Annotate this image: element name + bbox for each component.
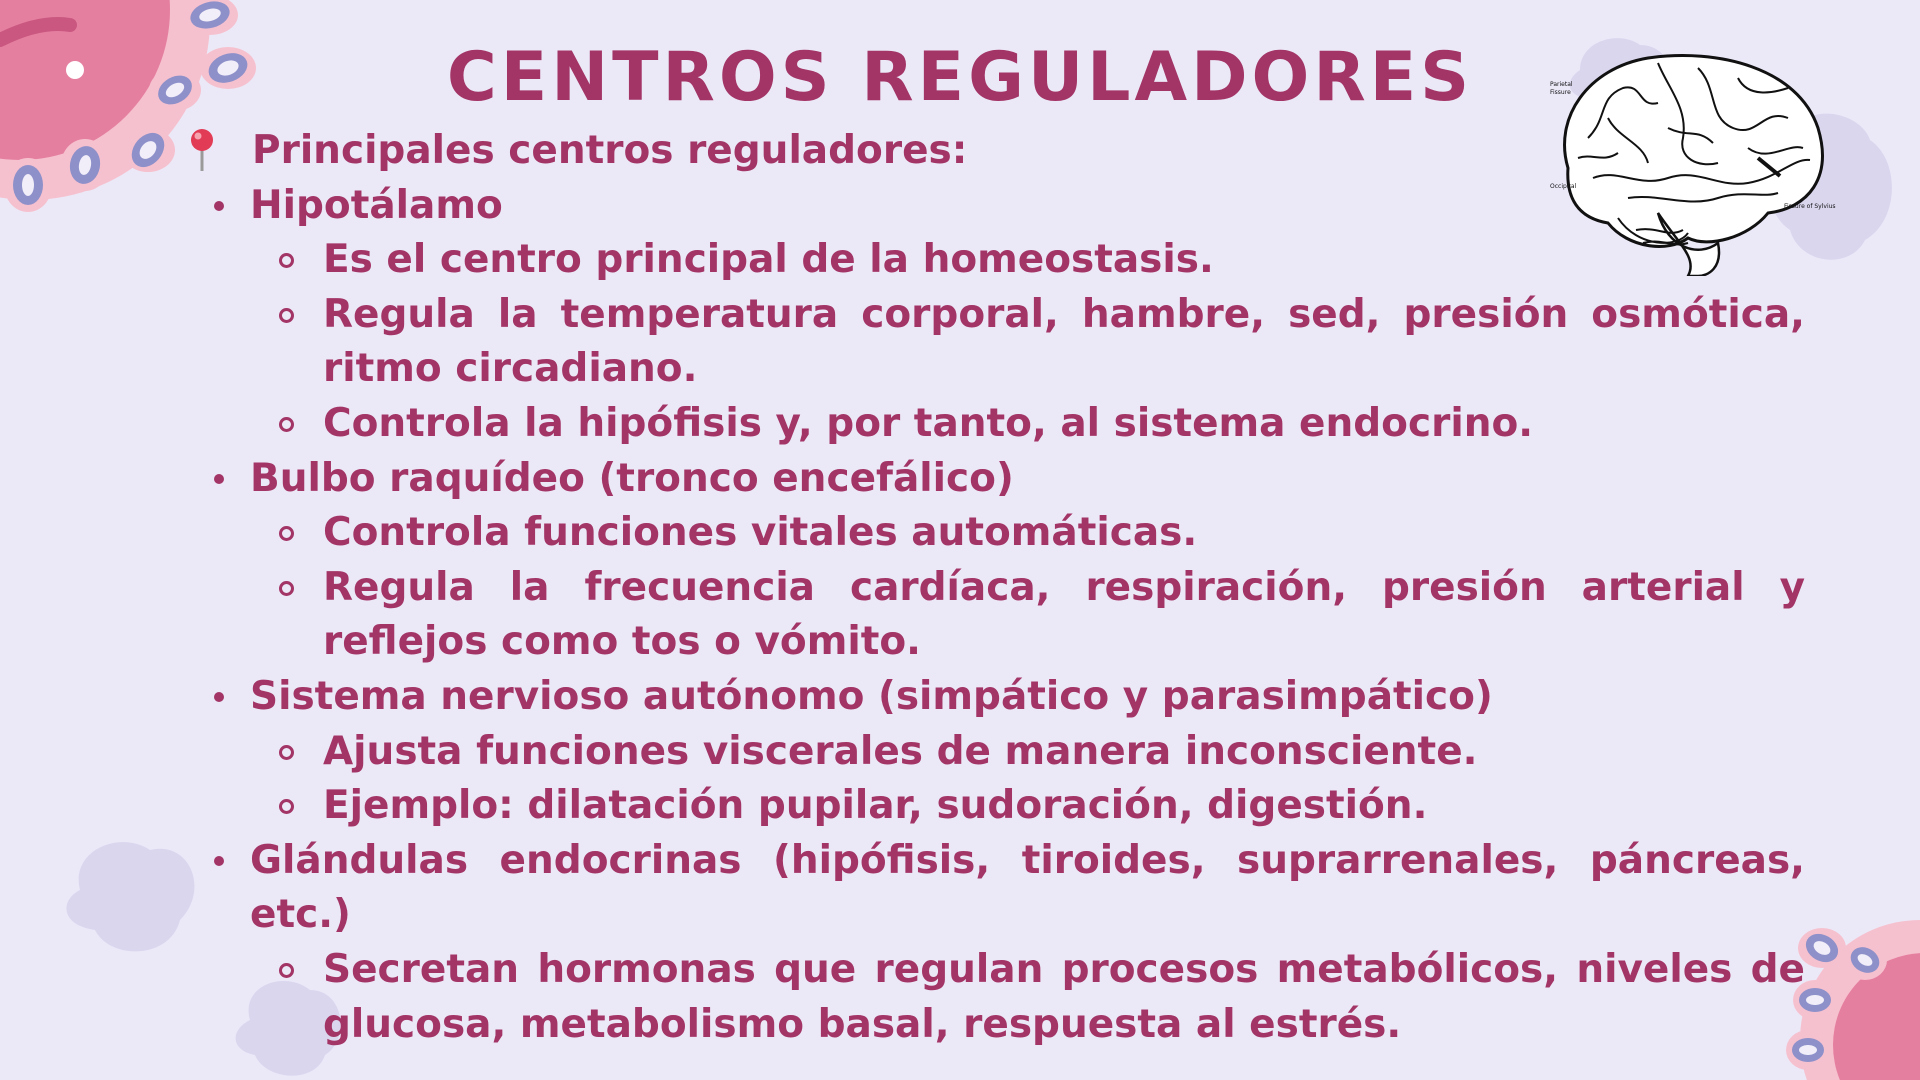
sub-list-item (190, 561, 1805, 670)
regulator-list (190, 179, 1805, 1053)
sub-item-text: Regula la frecuencia cardíaca, respiración, presión arterial y reflejos como tos o vómito. (323, 564, 1805, 665)
item-label: Bulbo raquídeo (tronco encefálico) (250, 455, 1014, 501)
list-item-bulbo-raquideo (190, 452, 1805, 670)
background-blob-left (60, 830, 210, 960)
sub-item-text: Controla funciones vitales automáticas. (323, 510, 1198, 556)
svg-text:Fissure of Sylvius: Fissure of Sylvius (1784, 203, 1836, 210)
bullet (214, 474, 224, 484)
sublist (250, 943, 1805, 1052)
circle-bullet (279, 581, 294, 596)
intro-line (190, 124, 1805, 179)
list-item-sistema-nervioso-autonomo (190, 670, 1805, 834)
item-label: Hipotálamo (250, 182, 503, 228)
circle-bullet (279, 308, 294, 323)
sublist (250, 506, 1805, 670)
sub-item-text: Controla la hipófisis y, por tanto, al sistema endocrino. (323, 400, 1534, 446)
pushpin-icon (188, 128, 216, 172)
sub-list-item (190, 943, 1805, 1052)
sublist (250, 233, 1805, 451)
sublist (250, 725, 1805, 834)
list-item-glandulas-endocrinas (190, 834, 1805, 1052)
sub-item-text: Ejemplo: dilatación pupilar, sudoración, digestión. (323, 783, 1428, 829)
slide-title: CENTROS REGULADORES (446, 38, 1474, 117)
sub-list-item (190, 506, 1805, 561)
sub-list-item (190, 725, 1805, 780)
svg-text:Fissure: Fissure (1550, 89, 1571, 96)
circle-bullet (279, 417, 294, 432)
circle-bullet (279, 799, 294, 814)
list-item-hipotalamo (190, 179, 1805, 452)
item-label: Sistema nervioso autónomo (simpático y parasimpático) (250, 673, 1493, 719)
bullet (214, 201, 224, 211)
circle-bullet (279, 745, 294, 760)
sub-item-text: Ajusta funciones viscerales de manera inconsciente. (323, 728, 1478, 774)
svg-text:Parietal: Parietal (1550, 81, 1573, 88)
item-label: Glándulas endocrinas (hipófisis, tiroides, suprarrenales, páncreas, etc.) (250, 837, 1805, 938)
circle-bullet (279, 526, 294, 541)
sub-list-item (190, 397, 1805, 452)
sub-list-item (190, 779, 1805, 834)
sub-list-item (190, 233, 1805, 288)
intro-text: Principales centros reguladores: (252, 128, 968, 173)
svg-text:Occipital: Occipital (1550, 183, 1577, 190)
sub-item-text: Secretan hormonas que regulan procesos metabólicos, niveles de glucosa, metabolismo basal, respuesta al estrés. (323, 946, 1805, 1047)
slide-content (190, 124, 1805, 1052)
bullet (214, 856, 224, 866)
sub-list-item (190, 288, 1805, 397)
sub-item-text: Regula la temperatura corporal, hambre, sed, presión osmótica, ritmo circadiano. (323, 291, 1805, 392)
sub-item-text: Es el centro principal de la homeostasis. (323, 237, 1214, 283)
bullet (214, 692, 224, 702)
circle-bullet (279, 963, 294, 978)
circle-bullet (279, 253, 294, 268)
